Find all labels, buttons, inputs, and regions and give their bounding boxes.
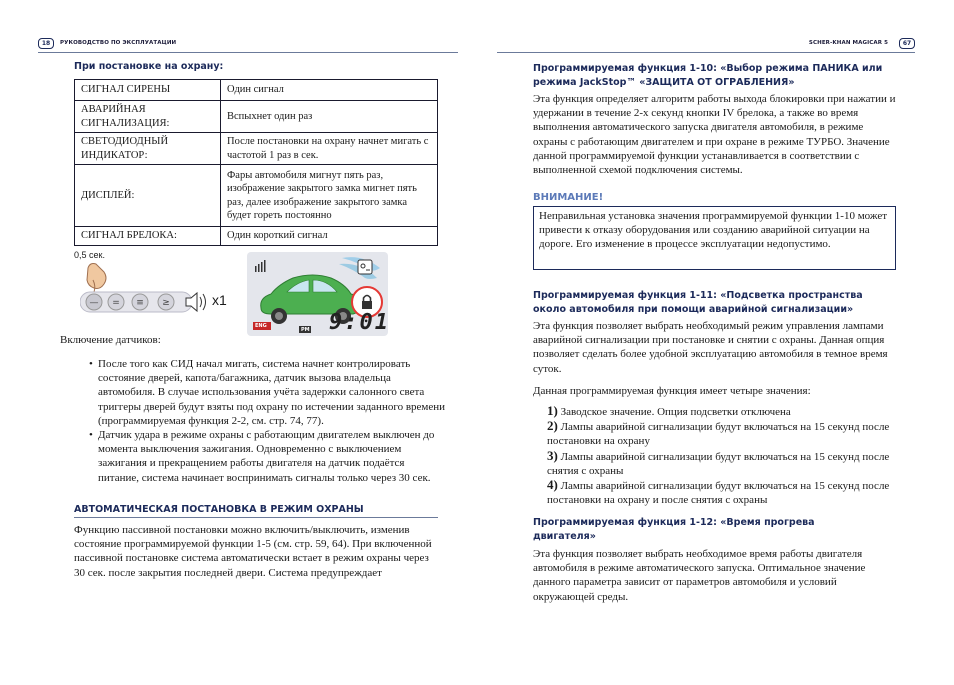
table-cell-value: После постановки на охрану начнет мигать с частотой 1 раз в сек. bbox=[221, 133, 438, 165]
table-cell-value: Вспыхнет один раз bbox=[221, 101, 438, 133]
table-row bbox=[75, 133, 438, 165]
list-item bbox=[547, 404, 897, 419]
value-text: Заводское значение. Опция подсветки отключена bbox=[560, 406, 791, 418]
value-text: Лампы аварийной сигнализации будут включаться на 15 секунд после снятия с охраны bbox=[547, 450, 890, 477]
keyfob-button-row bbox=[80, 292, 192, 312]
function-1-11-text: Эта функция позволяет выбрать необходимый режим управления лампами аварийной сигнализации при постановке и снятии с охраны. Данная опция позволяет сделать более удобной эксплуатацию автомобиля в темное время суток. bbox=[533, 320, 888, 375]
lcd-engine-tag: ENG bbox=[255, 323, 267, 329]
function-1-12-text: Эта функция позволяет выбрать необходимое время работы двигателя автомобиля в режиме автоматического запуска. Оптимальное значение данного параметра зависит от параметров автомобиля и условий окружающей среды. bbox=[533, 548, 866, 603]
value-text: Лампы аварийной сигнализации будут включаться на 15 секунд после постановки на охрану bbox=[547, 421, 890, 448]
list-item bbox=[547, 449, 897, 478]
table-cell-label: СВЕТОДИОДНЫЙ ИНДИКАТОР: bbox=[75, 133, 221, 165]
list-item: • Датчик удара в режиме охраны с работающим двигателем выключен до момента выключения зажигания. Одновременно с выключением зажигания и прекращением работы двигателя на датчик подаётся питание, система начинает воспринимать сигналы только через 30 сек. bbox=[98, 428, 448, 485]
function-1-12-title: Программируемая функция 1-12: «Время прогрева двигателя» bbox=[533, 517, 815, 542]
value-number: 2) bbox=[547, 418, 558, 434]
value-text: Лампы аварийной сигнализации будут включаться на 15 секунд после постановки на охрану и после снятия с охраны bbox=[547, 480, 890, 507]
value-number: 1) bbox=[547, 403, 558, 418]
svg-text:≡: ≡ bbox=[136, 298, 144, 308]
keyfob-lcd-display bbox=[247, 252, 388, 336]
right-header-title: SCHER-KHAN MAGICAR 5 bbox=[808, 40, 888, 46]
sensors-bullet-list bbox=[88, 357, 448, 485]
table-cell-label: СИГНАЛ БРЕЛОКА: bbox=[75, 227, 221, 246]
table-row bbox=[75, 165, 438, 227]
warning-text: Неправильная установка значения программируемой функции 1-10 может привести к отказу оборудования или созданию аварийной ситуации на дороге. Его изменение в процессе эксплуатации недопустимо. bbox=[539, 210, 888, 251]
left-header-title: РУКОВОДСТВО ПО ЭКСПЛУАТАЦИИ bbox=[60, 40, 177, 46]
page-number-right: 67 bbox=[899, 38, 915, 49]
list-item: • После того как СИД начал мигать, система начнет контролировать состояние дверей, капота/багажника, датчик вызова владельца автомобиля. В случае использования учёта задержки салонного света триггеры дверей будут взяты под охрану по истечении заданного времени (программируемая функция 2-2, см. стр. 74, 77). bbox=[98, 357, 448, 428]
svg-text:≥: ≥ bbox=[162, 298, 170, 308]
page-number-left: 18 bbox=[38, 38, 54, 49]
lcd-clock: 9:01 bbox=[329, 310, 390, 335]
auto-arming-text: Функцию пассивной постановки можно включить/выключить, изменив состояние программируемой функции 1-5 (см. стр. 59, 64). При включенной пассивной постановке система автоматически встает в режим охраны через 30 сек. после закрытия последней двери. Система предупреждает bbox=[74, 524, 432, 579]
table-row bbox=[75, 101, 438, 133]
left-header-rule bbox=[38, 52, 458, 53]
function-1-10-text: Эта функция определяет алгоритм работы выхода блокировки при нажатии и удержании в течение 2-х секунд кнопки IV брелока, а также во время выполнения автоматического запуска двигателя автомобиля, в режиме охраны с работающим двигателем и при охране в режиме ТУРБО. Значение данной программируемой функции устанавливается в соответствии с выполненной схемой подключения системы. bbox=[533, 93, 896, 177]
table-cell-label: АВАРИЙНАЯ СИГНАЛИЗАЦИЯ: bbox=[75, 101, 221, 133]
right-header-rule bbox=[497, 52, 915, 53]
warning-title: ВНИМАНИЕ! bbox=[533, 192, 604, 203]
arming-signals-table bbox=[74, 79, 438, 246]
warning-box bbox=[533, 206, 896, 270]
function-1-11-values bbox=[547, 404, 897, 507]
finger-icon bbox=[87, 264, 106, 293]
table-cell-label: СИГНАЛ СИРЕНЫ bbox=[75, 80, 221, 101]
svg-text:=: = bbox=[112, 298, 120, 308]
svg-text:—: — bbox=[89, 298, 99, 308]
setting-subheading: При постановке на охрану: bbox=[74, 61, 224, 72]
keyfob-press-illustration bbox=[80, 258, 240, 320]
auto-arming-section-title: АВТОМАТИЧЕСКАЯ ПОСТАНОВКА В РЕЖИМ ОХРАНЫ bbox=[74, 504, 364, 515]
table-cell-value: Фары автомобиля мигнут пять раз, изображение закрытого замка мигнет пять раз, далее изображение закрытого замка будет гореть постоянно bbox=[221, 165, 438, 227]
function-1-10-title: Программируемая функция 1-10: «Выбор режима ПАНИКА или режима JackStop™ «ЗАЩИТА ОТ ОГРАБЛЕНИЯ» bbox=[533, 63, 883, 88]
beep-count: x1 bbox=[212, 292, 227, 308]
table-cell-label: ДИСПЛЕЙ: bbox=[75, 165, 221, 227]
value-number: 3) bbox=[547, 447, 558, 463]
table-row bbox=[75, 227, 438, 246]
section-rule bbox=[74, 517, 438, 518]
function-1-11-values-intro: Данная программируемая функция имеет четыре значения: bbox=[533, 385, 811, 397]
list-item bbox=[547, 419, 897, 448]
lcd-pm-tag: PM bbox=[301, 327, 310, 333]
sensors-heading: Включение датчиков: bbox=[60, 334, 161, 346]
signal-strength-icon bbox=[255, 260, 266, 272]
table-cell-value: Один короткий сигнал bbox=[221, 227, 438, 246]
list-item bbox=[547, 478, 897, 507]
table-cell-value: Один сигнал bbox=[221, 80, 438, 101]
table-row bbox=[75, 80, 438, 101]
door-status-icon bbox=[358, 260, 372, 274]
function-1-11-title: Программируемая функция 1-11: «Подсветка пространства около автомобиля при помощи аварийной сигнализации» bbox=[533, 290, 863, 315]
press-duration-label: 0,5 сек. bbox=[74, 250, 105, 260]
value-number: 4) bbox=[547, 477, 558, 493]
